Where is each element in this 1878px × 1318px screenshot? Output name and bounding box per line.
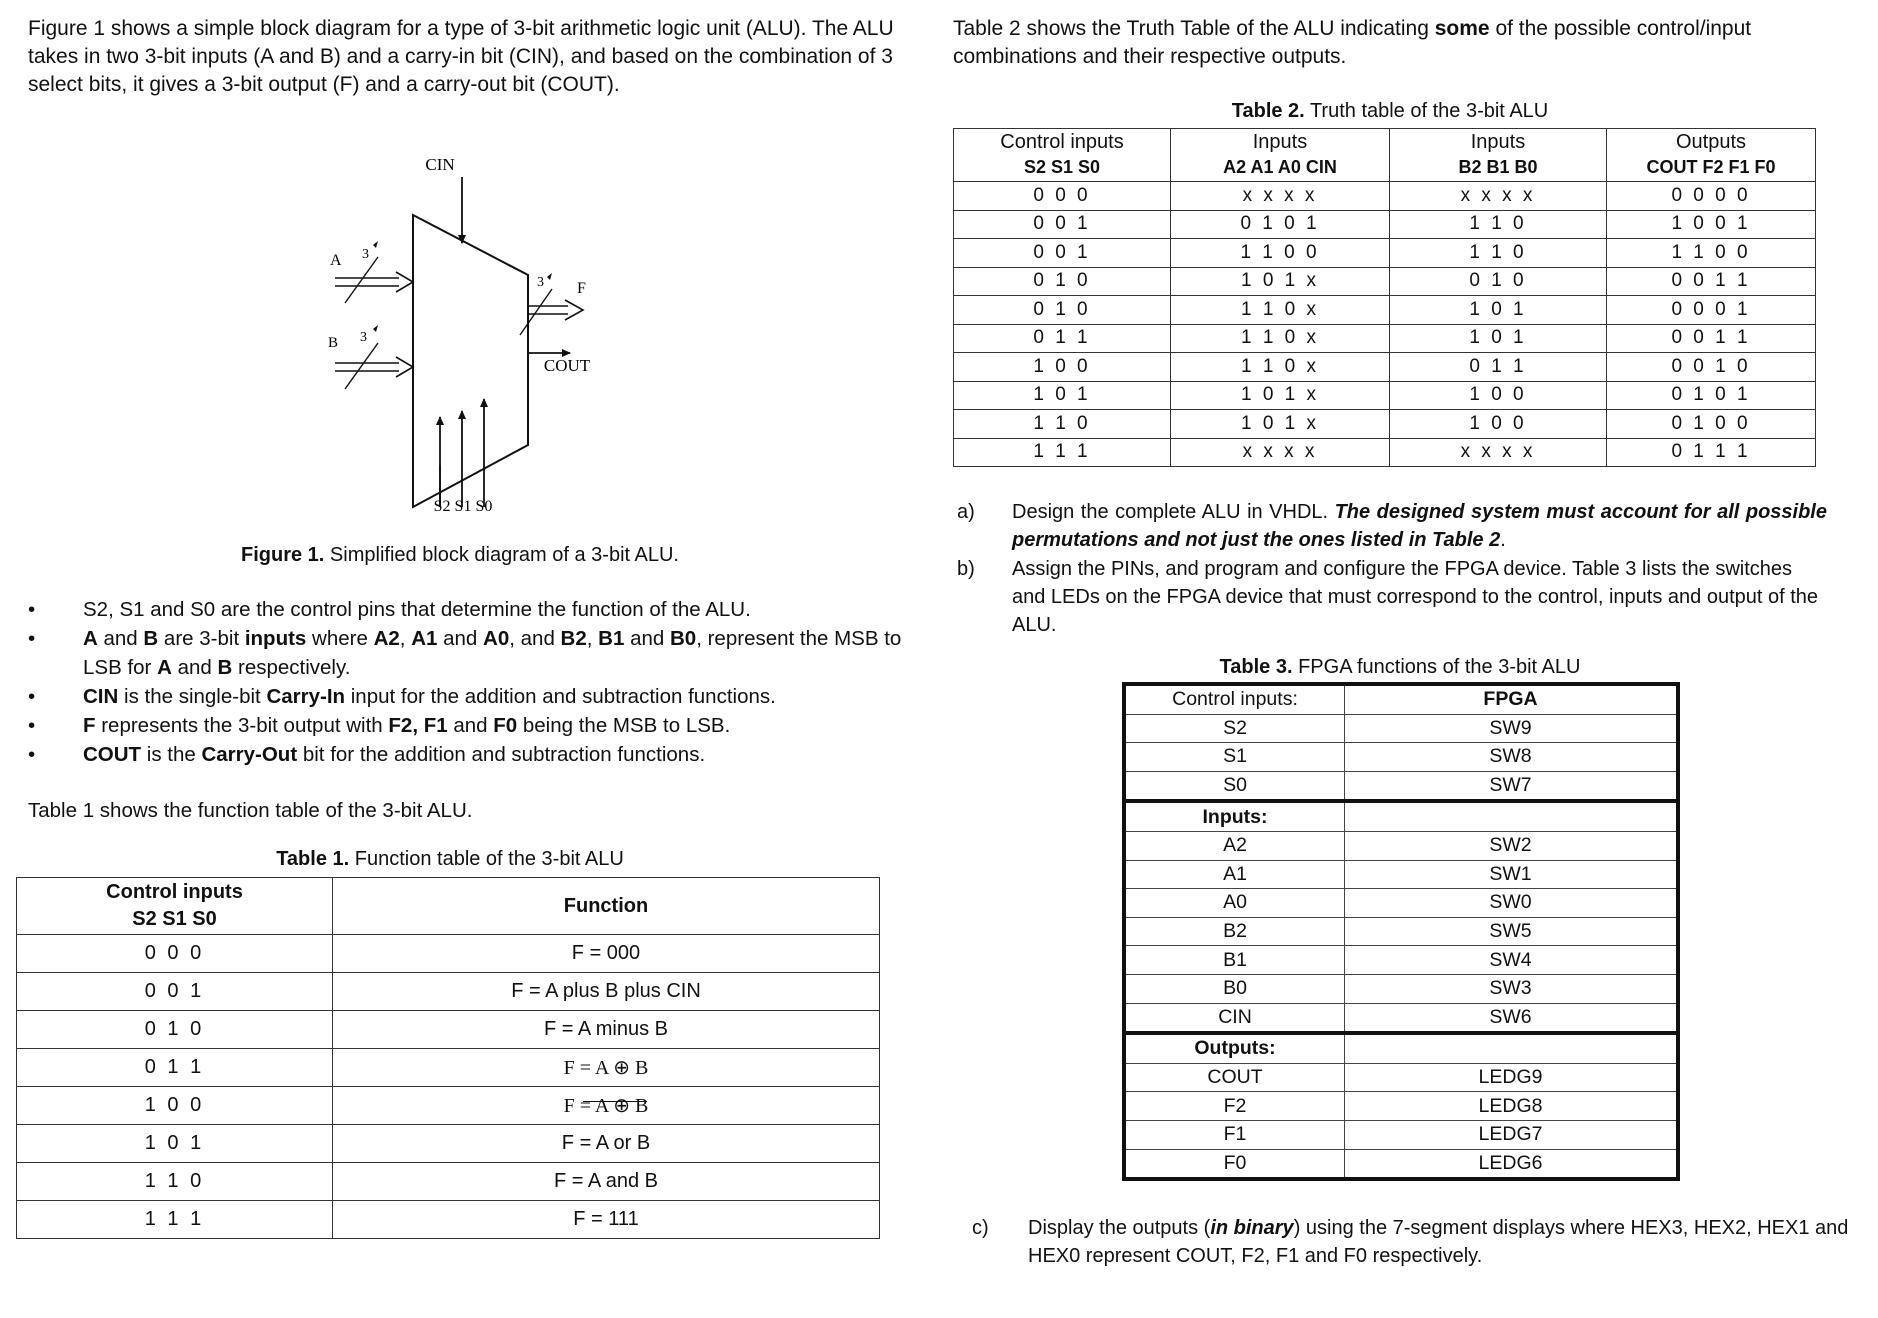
bullet-text: A and B are 3-bit inputs where A2, A1 and A0, and B2, B1 and B0, represent the MSB to LSB for A and B respectively. [83,627,902,679]
question-a-emphasis: The designed system must account for all possible permutations and not just the ones listed in Table 2 [1012,501,1827,551]
bullet-list [28,595,923,769]
table2-cell: 0 0 0 1 [1607,296,1816,325]
table1-function-cell: F = 000 [333,935,880,973]
table1-function-cell: F = A minus B [333,1011,880,1049]
table1-intro: Table 1 shows the function table of the 3-bit ALU. [28,799,473,822]
intro-paragraph-left: Figure 1 shows a simple block diagram for a type of 3-bit arithmetic logic unit (ALU). The ALU takes in two 3-bit inputs (A and B) and a carry-in bit (CIN), and based on the combination of 3 select bits, it gives a 3-bit output (F) and a carry-out bit (COUT). [28,17,894,96]
table2-cell: x x x x [1390,182,1607,211]
table3-fpga-cell: SW1 [1345,860,1679,889]
bullet-item [28,682,923,711]
xnor-expression: F = A ⊕ B [563,1095,649,1117]
table2-cell: 0 1 0 [1390,267,1607,296]
table-row [954,438,1816,467]
alu-block-diagram [300,145,620,515]
table-row [1124,1149,1678,1179]
table2-caption [1090,100,1690,123]
table-row [1124,946,1678,975]
table3-fpga-cell: LEDG7 [1345,1120,1679,1149]
table1-head-select-text: S2 S1 S0 [132,908,217,930]
fpga-table [1122,682,1680,1181]
table2-cell: 1 0 0 [1390,410,1607,439]
table3-signal-cell: F2 [1124,1092,1345,1121]
alu-body-shape [413,215,528,507]
question-a-main: Design the complete ALU in VHDL. [1012,501,1335,523]
table3-section-title: Inputs: [1124,801,1345,831]
table3-caption [1100,656,1700,679]
truth-table [953,128,1816,467]
f-bus-head [565,300,583,320]
table2-cell: 1 1 1 [954,438,1171,467]
table2-head1-text: Outputs [1675,131,1747,153]
select-labels: S2 S1 S0 [433,498,493,515]
table1-select-cell: 1 0 1 [17,1125,333,1163]
table2-cell: 1 1 0 x [1171,296,1390,325]
bullet-text: S2, S1 and S0 are the control pins that determine the function of the ALU. [83,598,751,621]
table2-caption-bold: Table 2. [1231,100,1305,122]
table3-signal-cell: B0 [1124,974,1345,1003]
table2-cell: 0 1 0 [954,296,1171,325]
table-row [954,182,1816,211]
figure1-caption [180,544,740,567]
table-row [1124,1063,1678,1092]
table-row [1124,1092,1678,1121]
cout-label: COUT [543,356,591,375]
table-row [1124,889,1678,918]
table1-function-cell-overlined [333,1087,880,1125]
table3-section-col2 [1345,1033,1679,1063]
b-label: B [328,335,339,351]
table3-fpga-cell: SW6 [1345,1003,1679,1033]
table-row [1124,1120,1678,1149]
question-c-post: ) using the 7-segment displays where HEX3, HEX2, HEX1 and HEX0 represent COUT, F2, F1 and F0 respectively. [1028,1217,1849,1267]
table2-cell: x x x x [1171,438,1390,467]
table2-cell: 1 1 0 x [1171,353,1390,382]
table3-section-title: Outputs: [1124,1033,1345,1063]
table1-function-cell: F = A or B [333,1125,880,1163]
table2-head2-text: S2 S1 S0 [1023,157,1101,177]
table-row [1124,831,1678,860]
table3-signal-cell: S1 [1124,743,1345,772]
table3-fpga-cell: LEDG9 [1345,1063,1679,1092]
table3-signal-cell: A0 [1124,889,1345,918]
table-row [1124,860,1678,889]
b-bus-head [396,357,413,377]
table1-function-cell: F = A plus B plus CIN [333,973,880,1011]
table1-head-function [333,878,880,935]
intro-right-bold: some [1434,17,1490,40]
table-row [1124,1003,1678,1033]
table3-section-header [1124,684,1678,714]
table-row [17,935,880,973]
cin-label: CIN [425,155,455,174]
a-bus-head [396,272,413,292]
table2-cell: 0 0 1 1 [1607,267,1816,296]
table1-function-cell: F = 111 [333,1201,880,1239]
table-row [17,1163,880,1201]
table-row [17,1125,880,1163]
table2-header-row [954,129,1816,182]
table3-signal-cell: B1 [1124,946,1345,975]
table2-cell: 1 0 1 [1390,296,1607,325]
bullet-text: F represents the 3-bit output with F2, F1 and F0 being the MSB to LSB. [83,714,731,737]
table2-head2-text: B2 B1 B0 [1458,157,1538,177]
table-row [17,1087,880,1125]
table2-head-control [954,129,1171,182]
table2-cell: x x x x [1171,182,1390,211]
table1-select-cell: 0 1 1 [17,1049,333,1087]
bullet-text: CIN is the single-bit Carry-In input for the addition and subtraction functions. [83,685,776,708]
bullet-item [28,624,923,682]
table2-cell: 1 0 1 [1390,324,1607,353]
table-row [17,1201,880,1239]
table-row [954,267,1816,296]
table-row [954,296,1816,325]
table1-function-cell: F = A and B [333,1163,880,1201]
f-width-label: 3 [537,275,544,290]
table-row [17,1011,880,1049]
table-row [1124,917,1678,946]
table3-body [1124,684,1678,1179]
question-c-emphasis: in binary [1210,1217,1294,1239]
bullet-text: COUT is the Carry-Out bit for the addition and subtraction functions. [83,743,706,766]
table-row [954,381,1816,410]
table1-select-cell: 1 1 1 [17,1201,333,1239]
table2-cell: 0 1 0 [954,267,1171,296]
table3-fpga-cell: SW4 [1345,946,1679,975]
question-c-pre: Display the outputs ( [1028,1217,1211,1239]
table-row [954,210,1816,239]
table-row [954,239,1816,268]
table2-cell: 0 1 1 [1390,353,1607,382]
a-bus-slash [345,257,378,303]
table3-signal-cell: CIN [1124,1003,1345,1033]
table-row [1124,771,1678,801]
table3-fpga-cell: SW3 [1345,974,1679,1003]
table2-caption-text: Truth table of the 3-bit ALU [1304,100,1549,122]
table2-cell: 0 1 0 1 [1607,381,1816,410]
table2-cell: 0 1 0 1 [1171,210,1390,239]
table1-select-cell: 0 1 0 [17,1011,333,1049]
table2-head1-text: Inputs [1252,131,1308,153]
table3-section-header [1124,1033,1678,1063]
table-row [17,973,880,1011]
table3-caption-text: FPGA functions of the 3-bit ALU [1292,656,1581,678]
question-a-label: a) [957,501,975,523]
table3-fpga-cell: SW2 [1345,831,1679,860]
table1-caption [150,848,750,871]
table3-fpga-cell: SW7 [1345,771,1679,801]
table2-cell: 1 1 0 0 [1607,239,1816,268]
question-a-text [1012,498,1827,554]
table3-fpga-cell: SW8 [1345,743,1679,772]
bullet-dot: • [28,627,36,650]
bullet-item [28,595,923,624]
table1-select-cell: 0 0 1 [17,973,333,1011]
table3-fpga-cell: SW5 [1345,917,1679,946]
f-label: F [577,280,586,297]
table3-signal-cell: A1 [1124,860,1345,889]
table1-function-cell: F = A ⊕ B [333,1049,880,1087]
bullet-item [28,711,923,740]
f-bus-slash [520,289,552,335]
table3-fpga-cell: SW9 [1345,714,1679,743]
figure1-caption-text: Simplified block diagram of a 3-bit ALU. [324,544,679,566]
table3-signal-cell: B2 [1124,917,1345,946]
intro-right-pre: Table 2 shows the Truth Table of the ALU indicating [953,17,1435,40]
table1-head-function-text: Function [563,894,649,917]
table-row [1124,714,1678,743]
table3-section-col2: FPGA [1345,684,1679,714]
table1-header-row [17,878,880,935]
question-b-text: Assign the PINs, and program and configure the FPGA device. Table 3 lists the switches and LEDs on the FPGA device that must correspond to the control, inputs and output of the ALU. [1012,558,1819,636]
table2-cell: 0 0 0 0 [1607,182,1816,211]
table2-cell: 1 0 0 [1390,381,1607,410]
table3-signal-cell: S0 [1124,771,1345,801]
b-bus-slash [345,343,378,389]
table3-caption-bold: Table 3. [1219,656,1293,678]
table2-cell: 0 0 1 [954,239,1171,268]
table3-signal-cell: COUT [1124,1063,1345,1092]
table-row [954,410,1816,439]
table2-cell: 0 0 0 [954,182,1171,211]
table2-cell: 1 1 0 x [1171,324,1390,353]
bullet-dot: • [28,685,36,708]
table2-cell: 0 1 1 [954,324,1171,353]
b-width-label: 3 [360,330,367,345]
table-row [954,353,1816,382]
question-a-end: . [1500,529,1506,551]
table2-cell: 1 0 1 [954,381,1171,410]
table2-head2-text: COUT F2 F1 F0 [1646,157,1776,177]
question-c-text [1028,1214,1858,1270]
table3-fpga-cell: SW0 [1345,889,1679,918]
xnor-overline [583,1101,647,1102]
figure1-caption-bold: Figure 1. [241,544,325,566]
table-row [954,324,1816,353]
table1-select-cell: 0 0 0 [17,935,333,973]
table3-section-title: Control inputs: [1124,684,1345,714]
table2-cell: 1 0 1 x [1171,267,1390,296]
table3-fpga-cell: LEDG6 [1345,1149,1679,1179]
table2-cell: 1 1 0 [1390,210,1607,239]
table2-cell: 1 0 1 x [1171,410,1390,439]
a-label: A [330,252,342,269]
bullet-dot: • [28,743,36,766]
intro-right-post: of the possible control/input combinations and their respective outputs. [953,17,1752,68]
table3-section-header [1124,801,1678,831]
table2-cell: x x x x [1390,438,1607,467]
table1-head-control [17,878,333,935]
table1-caption-bold: Table 1. [276,848,350,870]
function-table [16,877,880,1239]
table-row [1124,743,1678,772]
bullet-item [28,740,923,769]
table2-cell: 1 0 1 x [1171,381,1390,410]
table1-select-cell: 1 1 0 [17,1163,333,1201]
table2-head-inputs-b [1390,129,1607,182]
bullet-dot: • [28,714,36,737]
table3-section-col2 [1345,801,1679,831]
table3-signal-cell: S2 [1124,714,1345,743]
table1-caption-text: Function table of the 3-bit ALU [349,848,624,870]
table-row [1124,974,1678,1003]
table2-cell: 1 0 0 1 [1607,210,1816,239]
table1-head-control-text: Control inputs [106,881,243,903]
table2-cell: 0 1 0 0 [1607,410,1816,439]
table3-signal-cell: A2 [1124,831,1345,860]
table2-head-inputs-a [1171,129,1390,182]
table2-cell: 0 1 1 1 [1607,438,1816,467]
a-width-label: 3 [362,247,369,262]
question-b-label: b) [957,558,975,580]
table3-fpga-cell: LEDG8 [1345,1092,1679,1121]
table1-select-cell: 1 0 0 [17,1087,333,1125]
table2-cell: 1 1 0 [954,410,1171,439]
bullet-dot: • [28,598,36,621]
table2-cell: 1 1 0 0 [1171,239,1390,268]
table2-head-outputs [1607,129,1816,182]
intro-paragraph-right [953,15,1823,71]
table2-cell: 1 0 0 [954,353,1171,382]
table2-head2-text: A2 A1 A0 CIN [1223,157,1337,177]
table2-head1-text: Inputs [1470,131,1526,153]
table2-cell: 0 0 1 0 [1607,353,1816,382]
table2-head1-text: Control inputs [1000,131,1124,153]
table3-signal-cell: F0 [1124,1149,1345,1179]
table2-cell: 0 0 1 [954,210,1171,239]
table2-cell: 1 1 0 [1390,239,1607,268]
question-c-label: c) [972,1217,989,1239]
table3-signal-cell: F1 [1124,1120,1345,1149]
table2-cell: 0 0 1 1 [1607,324,1816,353]
table-row [17,1049,880,1087]
table2-body [954,182,1816,467]
